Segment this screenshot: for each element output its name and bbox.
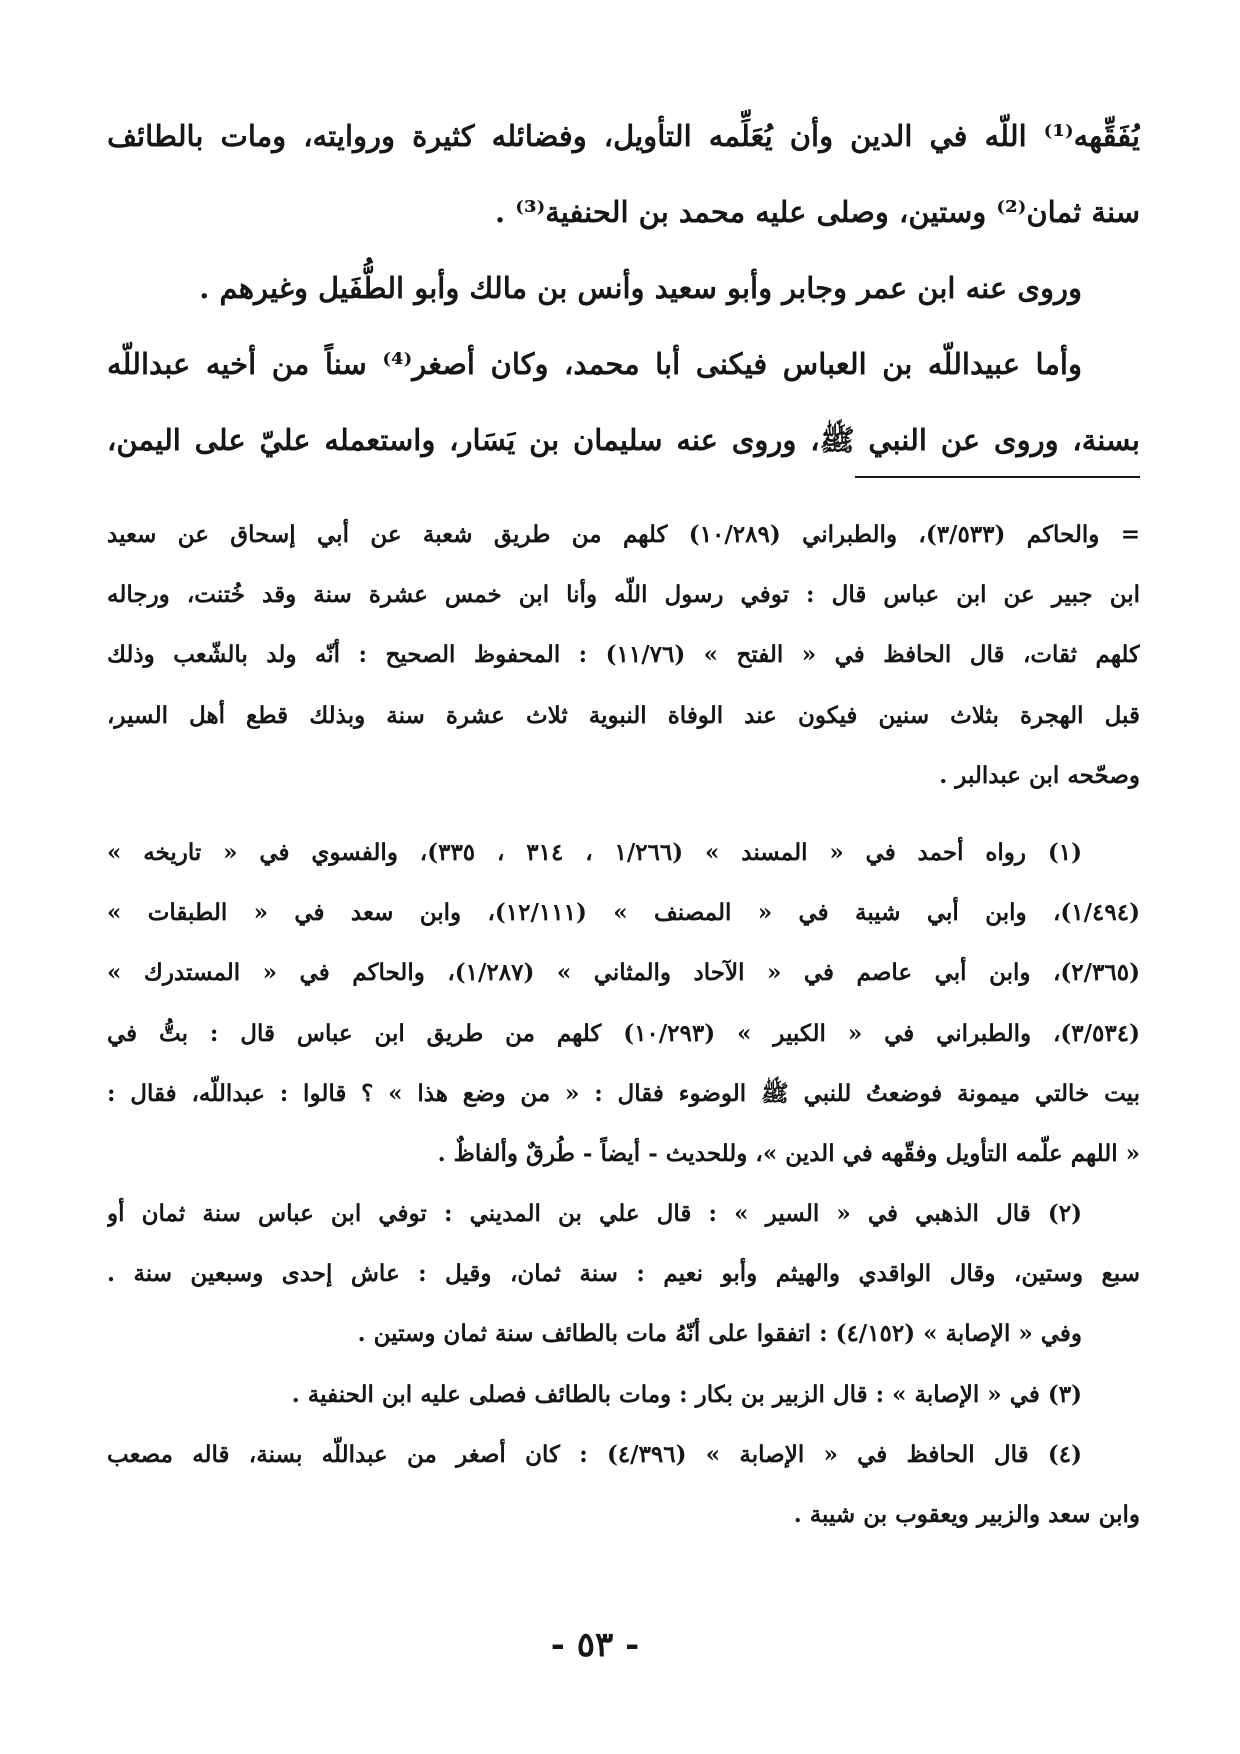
footnote-line: « اللهم علّمه التأويل وفقّهه في الدين »، وللحديث - أيضاً - طُرقٌ وألفاظٌ . (437, 1139, 1140, 1167)
footnote-line: (٣) في « الإصابة » : قال الزبير بن بكار : ومات بالطائف فصلى عليه ابن الحنفية . (291, 1380, 1082, 1408)
footnote-line: (٤) قال الحافظ في « الإصابة » (٤/٣٩٦) : كان أصغر من عبداللّه بسنة، قاله مصعب (107, 1440, 1082, 1468)
footnote-continuation (107, 505, 1140, 806)
footnote-line: (١) رواه أحمد في « المسند » (١/٢٦٦ ، ٣١٤ ، ٣٣٥)، والفسوي في « تاريخه » (107, 838, 1082, 866)
footnote-line: = والحاكم (٣/٥٣٣)، والطبراني (١٠/٢٨٩) كلهم من طريق شعبة عن أبي إسحاق عن سعيد (107, 521, 1140, 548)
main-text-line: يُفَقِّهه⁽¹⁾ اللّه في الدين وأن يُعَلِّمه التأويل، وفضائله كثيرة وروايته، ومات بالطائف (107, 119, 1140, 153)
footnote-line: (٢/٣٦٥)، وابن أبي عاصم في « الآحاد والمثاني » (١/٢٨٧)، والحاكم في « المستدرك » (107, 959, 1140, 987)
page-number: - ٥٣ - (550, 1625, 640, 1665)
footnote-3 (107, 1365, 1140, 1425)
footnote-line: وفي « الإصابة » (٤/١٥٢) : اتفقوا على أنّهُ مات بالطائف سنة ثمان وستين . (357, 1320, 1082, 1348)
main-text-block (107, 98, 1140, 478)
footnote-4 (107, 1425, 1140, 1545)
footnote-line: كلهم ثقات، قال الحافظ في « الفتح » (١١/٧٦) : المحفوظ الصحيح : أنّه ولد بالشّعب وذلك (107, 641, 1140, 669)
main-text-line: بسنة، وروى عن النبي ﷺ، وروى عنه سليمان بن يَسَار، واستعمله عليّ على اليمن، (107, 423, 1140, 457)
main-text-line: وأما عبيداللّه بن العباس فيكنى أبا محمد، وكان أصغر⁽⁴⁾ سناً من أخيه عبداللّه (107, 347, 1082, 381)
footnote-1 (107, 823, 1140, 1184)
footnote-gap (107, 806, 1140, 823)
footnote-line: ابن جبير عن ابن عباس قال : توفي رسول اللّه وأنا ابن خمس عشرة سنة وقد خُتنت، ورجاله (107, 581, 1140, 609)
main-text-line: سنة ثمان⁽²⁾ وستين، وصلى عليه محمد بن الحنفية⁽³⁾ . (495, 195, 1140, 229)
footnote-2 (107, 1184, 1140, 1365)
footnote-line: (١/٤٩٤)، وابن أبي شيبة في « المصنف » (١٢/١١١)، وابن سعد في « الطبقات » (107, 899, 1140, 927)
footnote-separator (855, 476, 1140, 478)
footnote-line: قبل الهجرة بثلاث سنين فيكون عند الوفاة النبوية ثلاث عشرة سنة وبذلك قطع أهل السير، (107, 701, 1140, 729)
footnote-line: (٣/٥٣٤)، والطبراني في « الكبير » (١٠/٢٩٣) كلهم من طريق ابن عباس قال : بتُّ في (107, 1019, 1140, 1047)
footnote-line: وصحّحه ابن عبدالبر . (939, 761, 1140, 789)
footnote-line: سبع وستين، وقال الواقدي والهيثم وأبو نعيم : سنة ثمان، وقيل : عاش إحدى وسبعين سنة . (107, 1260, 1140, 1288)
footnote-line: (٢) قال الذهبي في « السير » : قال علي بن المديني : توفي ابن عباس سنة ثمان أو (107, 1200, 1082, 1228)
footnote-line: وابن سعد والزبير ويعقوب بن شيبة . (793, 1501, 1140, 1528)
footnote-line: بيت خالتي ميمونة فوضعتُ للنبي ﷺ الوضوء فقال : « من وضع هذا » ؟ قالوا : عبداللّه، فقال : (107, 1079, 1140, 1107)
footnotes-block (107, 505, 1140, 1545)
main-text-line: وروى عنه ابن عمر وجابر وأبو سعيد وأنس بن مالك وأبو الطُّفَيل وغيرهم . (199, 271, 1082, 305)
